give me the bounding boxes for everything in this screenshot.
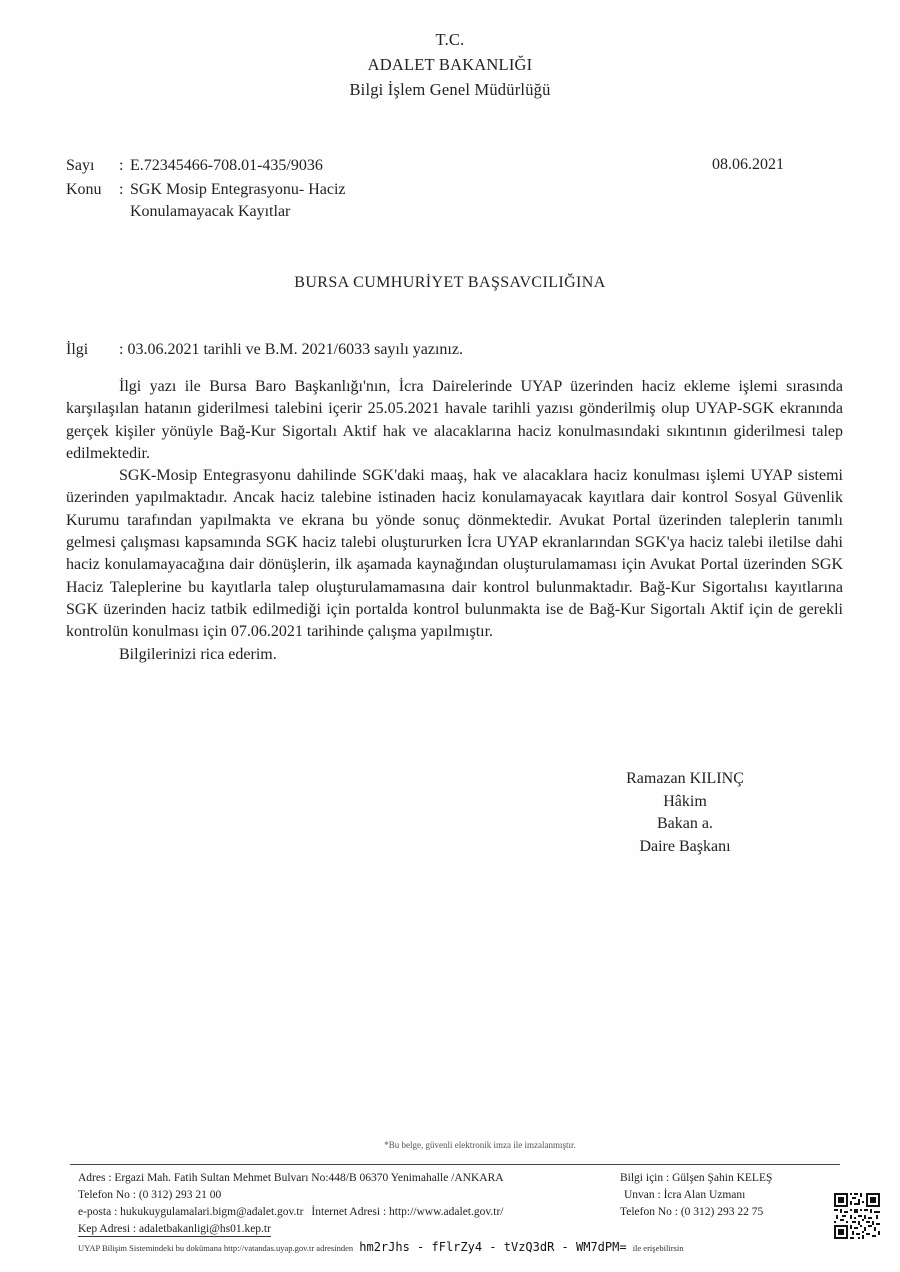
header-ministry: ADALET BAKANLIĞI (367, 55, 533, 74)
footer-verification-line (78, 1240, 683, 1254)
verify-prefix: UYAP Bilişim Sistemindeki bu dokümana http://vatandas.uyap.gov.tr adresinden (78, 1243, 354, 1253)
verify-suffix: ile erişebilirsin (632, 1243, 684, 1253)
sayi-colon: : (119, 157, 124, 174)
verify-code: hm2rJhs - fFlrZy4 - tVzQ3dR - WM7dPM= (359, 1240, 627, 1254)
document-date: 08.06.2021 (712, 156, 784, 173)
header-country: T.C. (435, 30, 465, 49)
footer-web[interactable]: İnternet Adresi : http://www.adalet.gov.tr/ (311, 1206, 504, 1218)
konu-colon: : (119, 181, 124, 198)
body-paragraph-2: SGK-Mosip Entegrasyonu dahilinde SGK'daki maaş, hak ve alacaklara haciz konulması işlemi UYAP sistemi üzerinden yapılmaktadır. Ancak haciz talebine istinaden haciz konulamayacak kayıtlara dair kontrol Sosyal Güvenlik Kurumu tarafından yapılmakta ve ekrana bu yönde sonuç dönmektedir. Avukat Portal üzerinden taleplerin tanımlı gelmesi çalışması kapsamında SGK haciz talebi oluştururken İcra UYAP ekranlarından SGK'ya haciz talebi iletilse dahi haciz konulamayacağına dair dönüşlerin, ilk aşamada kaynağından oluşturulamaması için Avukat Portal üzerinden SGK Haciz Taleplerine bu kayıtlarla talep oluşturulamamasına dair kontrol bulunmaktadır. Bağ-Kur Sigortalısı kayıtlarına SGK üzerinden haciz tatbik edilmediği için portalda kontrol bulunmakta ise de Bağ-Kur Sigortalı Aktif için de gerekli kontrolün konulması için 07.06.2021 tarihinde çalışma yapılmıştır. (66, 467, 843, 641)
footer-info-contact: Bilgi için : Gülşen Şahin KELEŞ (620, 1172, 773, 1184)
footer-info-title: Unvan : İcra Alan Uzmanı (624, 1189, 746, 1201)
footer-address: Adres : Ergazi Mah. Fatih Sultan Mehmet Bulvarı No:448/B 06370 Yenimahalle /ANKARA (78, 1172, 504, 1184)
footer-info-phone: Telefon No : (0 312) 293 22 75 (620, 1206, 764, 1218)
signer-title: Hâkim (663, 792, 707, 810)
signer-on-behalf: Bakan a. (657, 815, 713, 832)
letter-body (66, 376, 843, 666)
header-department: Bilgi İşlem Genel Müdürlüğü (349, 80, 551, 99)
body-paragraph-1: İlgi yazı ile Bursa Baro Başkanlığı'nın, İcra Dairelerinde UYAP üzerinden haciz ekleme işlemi sırasında karşılaşılan hatanın giderilmesi talebini içerir 25.05.2021 havale tarihli yazısı gönderilmiş olup UYAP-SGK ekranında gerçek kişiler yönüyle Bağ-Kur Sigortalı Aktif hak ve alacaklarına haciz konulmasındaki sıkıntının giderilmesi talep edilmektedir. (66, 378, 843, 462)
footer-phone: Telefon No : (0 312) 293 21 00 (78, 1189, 222, 1201)
sayi-label: Sayı (66, 157, 95, 174)
e-signature-note: *Bu belge, güvenli elektronik imza ile imzalanmıştır. (384, 1140, 576, 1150)
ilgi-text: : 03.06.2021 tarihli ve B.M. 2021/6033 sayılı yazınız. (119, 341, 463, 358)
footer-email-web-row (78, 1204, 504, 1221)
addressee: BURSA CUMHURİYET BAŞSAVCILIĞINA (294, 274, 606, 291)
footer-divider (70, 1164, 840, 1165)
konu-value-line1: SGK Mosip Entegrasyonu- Haciz (130, 181, 346, 198)
footer-info-block (620, 1170, 772, 1221)
signer-position: Daire Başkanı (639, 837, 731, 855)
sayi-value: E.72345466-708.01-435/9036 (130, 157, 323, 174)
body-paragraph-3: Bilgilerinizi rica ederim. (119, 645, 277, 663)
footer-email[interactable]: e-posta : hukukuygulamalari.bigm@adalet.gov.tr (78, 1206, 304, 1218)
konu-value-line2: Konulamayacak Kayıtlar (130, 203, 291, 220)
footer-kep[interactable]: Kep Adresi : adaletbakanligi@hs01.kep.tr (78, 1223, 271, 1235)
qr-code-icon (834, 1193, 880, 1239)
footer-kep-row (78, 1221, 504, 1238)
signer-name: Ramazan KILINÇ (626, 770, 744, 787)
footer-contact-block (78, 1170, 504, 1238)
konu-label: Konu (66, 181, 102, 198)
ilgi-label: İlgi (66, 341, 89, 358)
signature-block (600, 768, 770, 858)
